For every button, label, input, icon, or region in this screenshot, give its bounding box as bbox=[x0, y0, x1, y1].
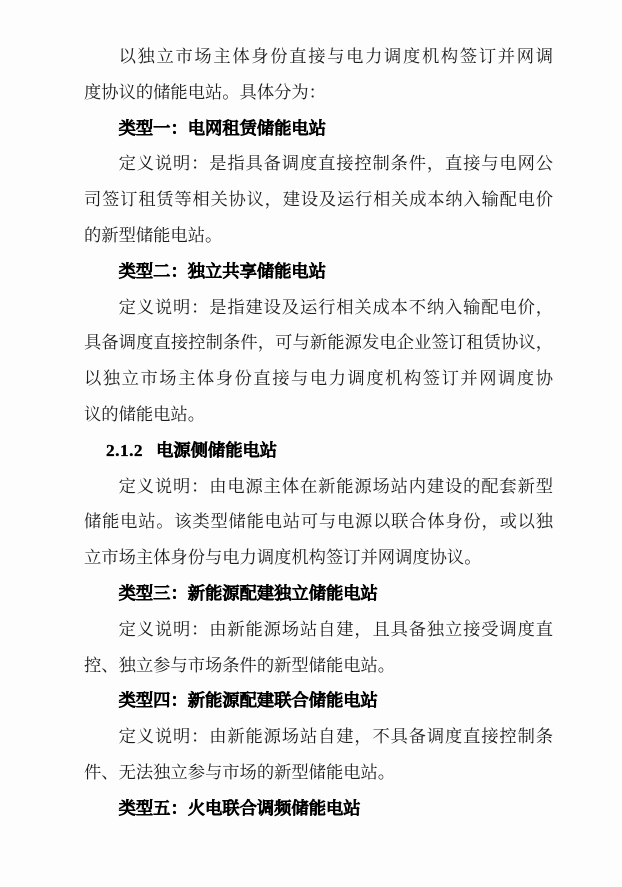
text-line: 以独立市场主体身份直接与电力调度机构签订并网调 bbox=[118, 47, 553, 66]
text-line: 定义说明：是指建设及运行相关成本不纳入输配电价， bbox=[118, 297, 553, 317]
paragraph bbox=[84, 290, 553, 433]
text-line: 定义说明：由新能源场站自建，不具备调度直接控制条 bbox=[118, 727, 553, 747]
text-line: 类型三：新能源配建独立储能电站 bbox=[118, 583, 378, 603]
paragraph bbox=[84, 719, 553, 791]
text-line: 定义说明：是指具备调度直接控制条件，直接与电网公 bbox=[118, 154, 553, 174]
paragraph bbox=[84, 612, 553, 684]
text-line: 立市场主体身份与电力调度机构签订并网调度协议。 bbox=[84, 548, 482, 568]
text-line: 储能电站。该类型储能电站可与电源以联合体身份，或以独 bbox=[84, 512, 553, 532]
section-heading bbox=[84, 254, 553, 290]
paragraph bbox=[84, 146, 553, 253]
text-line: 类型二：独立共享储能电站 bbox=[118, 261, 326, 281]
text-line: 的新型储能电站。 bbox=[84, 225, 223, 245]
document-text-block bbox=[84, 39, 553, 827]
paragraph bbox=[84, 39, 553, 111]
section-heading bbox=[84, 576, 553, 612]
heading-number: 2.1.2 bbox=[106, 440, 144, 460]
section-heading bbox=[84, 111, 553, 147]
text-line: 类型四：新能源配建联合储能电站 bbox=[118, 691, 378, 711]
numbered-section-heading bbox=[84, 433, 553, 469]
text-line: 控、独立参与市场条件的新型储能电站。 bbox=[84, 655, 396, 675]
text-line: 定义说明：由电源主体在新能源场站内建设的配套新型 bbox=[118, 476, 553, 496]
text-line: 件、无法独立参与市场的新型储能电站。 bbox=[84, 762, 396, 782]
text-line: 度协议的储能电站。具体分为： bbox=[84, 82, 326, 102]
text-line: 类型五：火电联合调频储能电站 bbox=[118, 798, 361, 818]
section-heading bbox=[84, 791, 553, 827]
text-line: 司签订租赁等相关协议，建设及运行相关成本纳入输配电价 bbox=[84, 190, 553, 210]
text-line bbox=[84, 433, 553, 469]
text-line: 类型一：电网租赁储能电站 bbox=[118, 118, 326, 138]
text-line: 定义说明：由新能源场站自建，且具备独立接受调度直 bbox=[118, 619, 553, 639]
text-line: 议的储能电站。 bbox=[84, 404, 205, 424]
text-line: 具备调度直接控制条件，可与新能源发电企业签订租赁协议， bbox=[84, 333, 553, 353]
section-heading bbox=[84, 683, 553, 719]
paragraph bbox=[84, 469, 553, 576]
heading-title: 电源侧储能电站 bbox=[156, 440, 278, 460]
text-line: 以独立市场主体身份直接与电力调度机构签订并网调度协 bbox=[84, 369, 553, 389]
